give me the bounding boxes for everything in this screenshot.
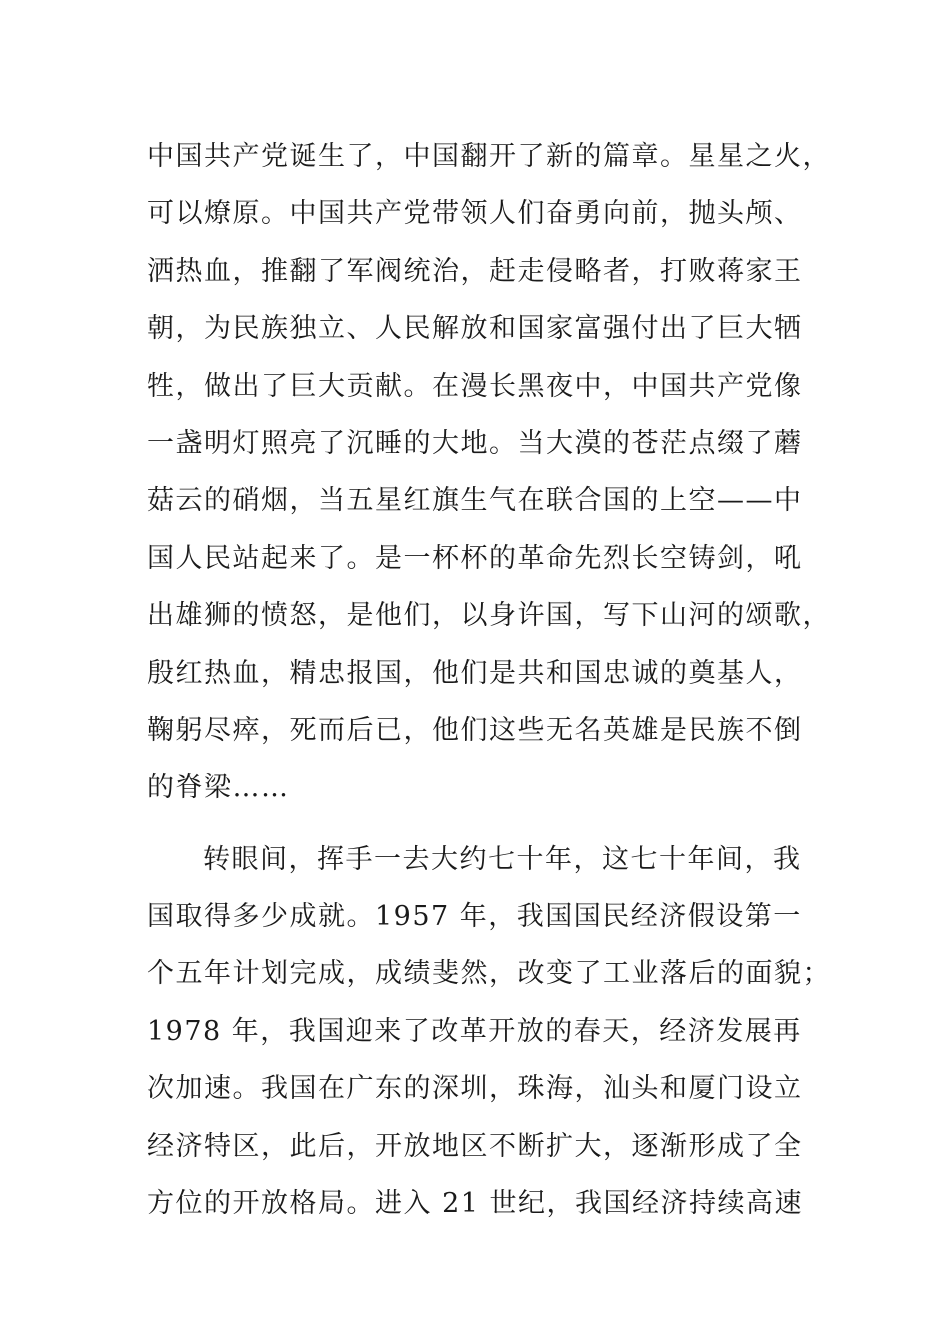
text-line: 可以燎原。中国共产党带领人们奋勇向前，抛头颅、 — [147, 198, 803, 230]
text-line: 个五年计划完成，成绩斐然，改变了工业落后的面貌； — [147, 958, 831, 990]
paragraph-2 — [147, 831, 847, 1233]
text-line-indented: 转眼间，挥手一去大约七十年，这七十年间，我 — [203, 843, 802, 875]
text-line: 洒热血，推翻了军阀统治，赶走侵略者，打败蒋家王 — [147, 255, 803, 287]
text-line: 中国共产党诞生了，中国翻开了新的篇章。星星之火， — [147, 141, 831, 172]
text-line: 鞠躬尽瘁，死而后已，他们这些无名英雄是民族不倒 — [147, 714, 803, 746]
paragraph-spacer — [147, 817, 847, 831]
text-line: 1978 年，我国迎来了改革开放的春天，经济发展再 — [147, 1015, 802, 1047]
text-line: 的脊梁…… — [147, 772, 290, 804]
text-line: 国人民站起来了。是一杯杯的革命先烈长空铸剑，吼 — [147, 542, 803, 574]
text-line: 牲，做出了巨大贡献。在漫长黑夜中，中国共产党像 — [147, 370, 803, 402]
text-line: 国取得多少成就。1957 年，我国国民经济假设第一 — [147, 901, 802, 933]
text-line: 经济特区，此后，开放地区不断扩大，逐渐形成了全 — [147, 1130, 803, 1162]
text-line: 菇云的硝烟，当五星红旗生气在联合国的上空——中 — [147, 485, 803, 517]
document-body — [147, 128, 847, 1232]
text-line: 朝，为民族独立、人民解放和国家富强付出了巨大牺 — [147, 313, 803, 345]
paragraph-1 — [147, 128, 847, 817]
text-line: 一盏明灯照亮了沉睡的大地。当大漠的苍茫点缀了蘑 — [147, 427, 803, 459]
text-line: 出雄狮的愤怒，是他们，以身许国，写下山河的颂歌， — [147, 600, 831, 632]
text-line: 次加速。我国在广东的深圳，珠海，汕头和厦门设立 — [147, 1073, 803, 1105]
text-line: 方位的开放格局。进入 21 世纪，我国经济持续高速 — [147, 1188, 804, 1220]
text-line: 殷红热血，精忠报国，他们是共和国忠诚的奠基人， — [147, 657, 803, 689]
